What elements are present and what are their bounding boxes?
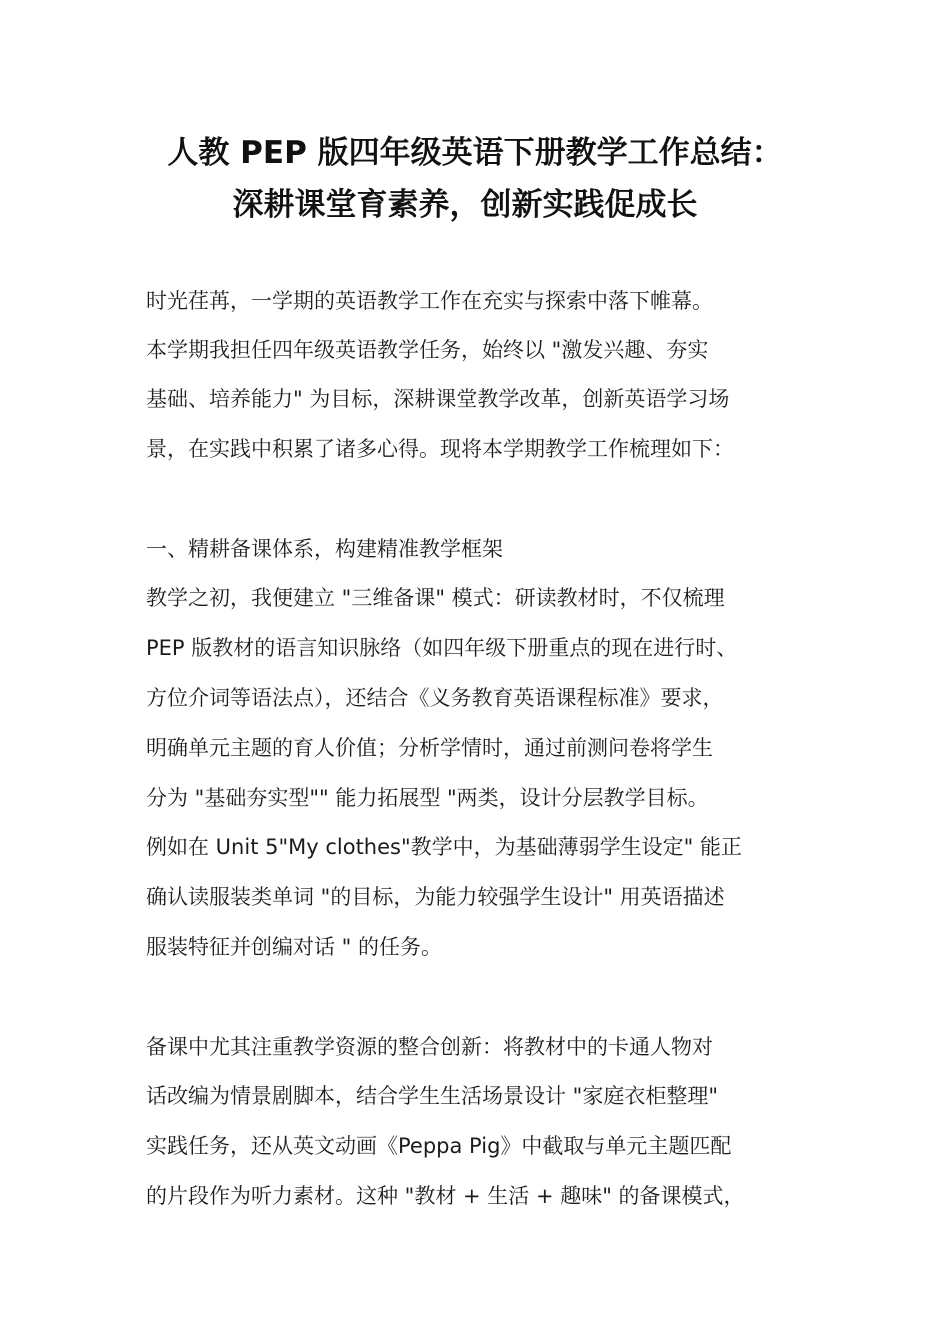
- paragraph-line: 方位介词等语法点），还结合《义务教育英语课程标准》要求，: [146, 686, 724, 710]
- document-title-line-1: 人教 PEP 版四年级英语下册教学工作总结：: [167, 135, 783, 171]
- paragraph-line: 备课中尤其注重教学资源的整合创新：将教材中的卡通人物对: [146, 1035, 713, 1059]
- paragraph-line: 话改编为情景剧脚本，结合学生生活场景设计 "家庭衣柜整理": [146, 1084, 718, 1108]
- intro-line: 景，在实践中积累了诸多心得。现将本学期教学工作梳理如下：: [146, 437, 734, 461]
- section-heading: 一、精耕备课体系，构建精准教学框架: [146, 537, 503, 561]
- paragraph-line: 服装特征并创编对话 " 的任务。: [146, 935, 443, 959]
- paragraph-line: 确认读服装类单词 "的目标，为能力较强学生设计" 用英语描述: [146, 885, 725, 909]
- paragraph-line: 的片段作为听力素材。这种 "教材 + 生活 + 趣味" 的备课模式，: [146, 1184, 745, 1208]
- paragraph-line: 教学之初，我便建立 "三维备课" 模式：研读教材时，不仅梳理: [146, 586, 725, 610]
- paragraph-line: PEP 版教材的语言知识脉络（如四年级下册重点的现在进行时、: [146, 636, 738, 660]
- paragraph-line: 例如在 Unit 5"My clothes"教学中，为基础薄弱学生设定" 能正: [146, 835, 742, 859]
- intro-line: 本学期我担任四年级英语教学任务，始终以 "激发兴趣、夯实: [146, 338, 709, 362]
- intro-line: 时光荏苒，一学期的英语教学工作在充实与探索中落下帷幕。: [146, 289, 713, 313]
- document-title-line-2: 深耕课堂育素养，创新实践促成长: [232, 187, 698, 223]
- paragraph-line: 分为 "基础夯实型"" 能力拓展型 "两类，设计分层教学目标。: [146, 786, 709, 810]
- intro-line: 基础、培养能力" 为目标，深耕课堂教学改革，创新英语学习场: [146, 387, 730, 411]
- paragraph-line: 实践任务，还从英文动画《Peppa Pig》中截取与单元主题匹配: [146, 1134, 732, 1158]
- paragraph-line: 明确单元主题的育人价值；分析学情时，通过前测问卷将学生: [146, 736, 713, 760]
